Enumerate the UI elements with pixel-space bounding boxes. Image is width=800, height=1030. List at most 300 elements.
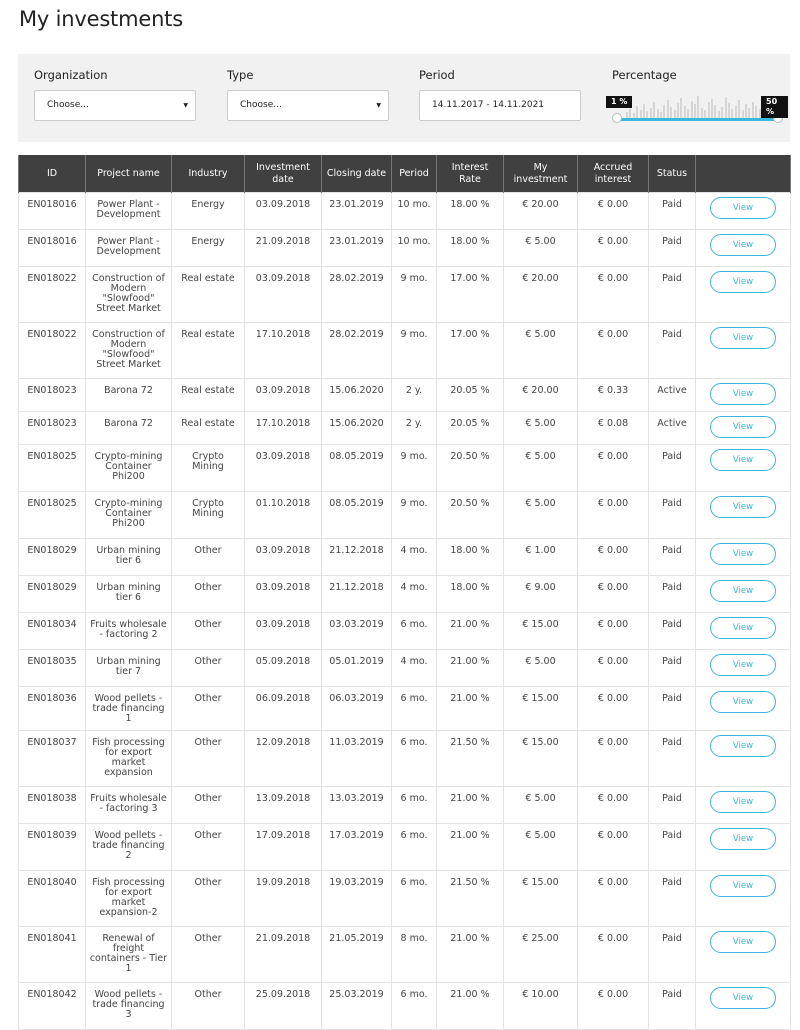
table-cell: € 0.00 xyxy=(578,983,649,1030)
table-cell: € 0.33 xyxy=(578,379,649,412)
histogram-bar xyxy=(694,104,696,118)
table-cell-action xyxy=(696,983,791,1030)
type-filter xyxy=(227,68,389,121)
period-input-value: 14.11.2017 - 14.11.2021 xyxy=(432,100,545,110)
table-row xyxy=(19,927,791,983)
table-cell: 21.00 % xyxy=(437,983,504,1030)
percentage-label: Percentage xyxy=(612,68,677,82)
table-cell: 21.12.2018 xyxy=(322,576,392,613)
table-cell: 21.00 % xyxy=(437,787,504,824)
table-cell: Real estate xyxy=(172,323,245,379)
table-cell-action xyxy=(696,613,791,650)
organization-label: Organization xyxy=(34,68,108,82)
histogram-bar xyxy=(663,105,665,118)
table-cell: 4 mo. xyxy=(392,539,437,576)
table-cell: EN018036 xyxy=(19,687,86,731)
table-row xyxy=(19,824,791,871)
table-cell: EN018016 xyxy=(19,193,86,230)
view-button[interactable]: View xyxy=(710,197,776,219)
histogram-bar xyxy=(667,100,669,118)
table-row xyxy=(19,412,791,445)
table-cell: € 5.00 xyxy=(504,787,578,824)
table-cell: 03.09.2018 xyxy=(245,445,322,492)
table-cell: 21.09.2018 xyxy=(245,230,322,267)
view-button[interactable]: View xyxy=(710,327,776,349)
view-button[interactable]: View xyxy=(710,691,776,713)
table-cell: 13.03.2019 xyxy=(322,787,392,824)
view-button[interactable]: View xyxy=(710,543,776,565)
view-button[interactable]: View xyxy=(710,496,776,518)
table-cell: Other xyxy=(172,787,245,824)
table-cell-action xyxy=(696,687,791,731)
table-cell-action xyxy=(696,871,791,927)
histogram-bar xyxy=(643,104,645,118)
table-cell: 10 mo. xyxy=(392,230,437,267)
table-cell: Paid xyxy=(649,731,696,787)
table-row xyxy=(19,379,791,412)
histogram-bar xyxy=(646,111,648,118)
column-header: My investment xyxy=(504,155,578,193)
table-cell: 23.01.2019 xyxy=(322,230,392,267)
table-cell: Other xyxy=(172,613,245,650)
table-cell-action xyxy=(696,731,791,787)
table-cell: EN018038 xyxy=(19,787,86,824)
table-cell: Other xyxy=(172,824,245,871)
table-cell: 6 mo. xyxy=(392,731,437,787)
caret-down-icon: ▼ xyxy=(183,102,188,109)
table-row xyxy=(19,613,791,650)
table-cell: € 5.00 xyxy=(504,323,578,379)
table-cell: Paid xyxy=(649,650,696,687)
table-cell: € 0.00 xyxy=(578,871,649,927)
histogram-bar xyxy=(731,109,733,118)
histogram-bar xyxy=(650,108,652,118)
column-header: Accrued interest xyxy=(578,155,649,193)
histogram-bar xyxy=(748,108,750,118)
table-cell: € 5.00 xyxy=(504,445,578,492)
column-header: Investment date xyxy=(245,155,322,193)
table-cell: 21.00 % xyxy=(437,687,504,731)
table-cell: 03.09.2018 xyxy=(245,613,322,650)
table-cell: Power Plant - Development xyxy=(86,193,172,230)
column-header: Interest Rate xyxy=(437,155,504,193)
view-button[interactable]: View xyxy=(710,449,776,471)
table-cell: Paid xyxy=(649,539,696,576)
table-cell: 11.03.2019 xyxy=(322,731,392,787)
table-row xyxy=(19,731,791,787)
period-input[interactable] xyxy=(419,90,581,121)
view-button[interactable]: View xyxy=(710,931,776,953)
table-cell: 15.06.2020 xyxy=(322,412,392,445)
table-cell: € 0.00 xyxy=(578,824,649,871)
column-header xyxy=(696,155,791,193)
table-cell-action xyxy=(696,787,791,824)
table-cell: 21.00 % xyxy=(437,613,504,650)
table-cell: EN018029 xyxy=(19,539,86,576)
histogram-bar xyxy=(738,100,740,118)
type-label: Type xyxy=(227,68,254,82)
table-cell-action xyxy=(696,492,791,539)
table-cell-action xyxy=(696,650,791,687)
table-cell: € 0.00 xyxy=(578,445,649,492)
table-cell: 21.00 % xyxy=(437,650,504,687)
table-cell: 18.00 % xyxy=(437,230,504,267)
view-button[interactable]: View xyxy=(710,383,776,405)
view-button[interactable]: View xyxy=(710,580,776,602)
table-cell: Real estate xyxy=(172,267,245,323)
table-cell: Urban mining tier 6 xyxy=(86,576,172,613)
table-cell: € 0.00 xyxy=(578,230,649,267)
table-cell: EN018041 xyxy=(19,927,86,983)
table-cell-action xyxy=(696,445,791,492)
table-cell: 06.03.2019 xyxy=(322,687,392,731)
table-cell: Wood pellets - trade financing 2 xyxy=(86,824,172,871)
table-cell: 6 mo. xyxy=(392,687,437,731)
table-cell: € 25.00 xyxy=(504,927,578,983)
table-cell: 05.09.2018 xyxy=(245,650,322,687)
table-row xyxy=(19,787,791,824)
table-cell: 17.09.2018 xyxy=(245,824,322,871)
table-row xyxy=(19,323,791,379)
table-cell: 8 mo. xyxy=(392,927,437,983)
table-cell-action xyxy=(696,323,791,379)
view-button[interactable]: View xyxy=(710,234,776,256)
table-cell: Paid xyxy=(649,267,696,323)
table-cell: 21.50 % xyxy=(437,731,504,787)
column-header: Closing date xyxy=(322,155,392,193)
table-cell: Fruits wholesale - factoring 2 xyxy=(86,613,172,650)
table-cell: EN018039 xyxy=(19,824,86,871)
period-label: Period xyxy=(419,68,455,82)
table-cell: 18.00 % xyxy=(437,539,504,576)
histogram-bar xyxy=(752,102,754,118)
table-cell: € 0.00 xyxy=(578,193,649,230)
table-cell: 25.03.2019 xyxy=(322,983,392,1030)
table-cell: Paid xyxy=(649,983,696,1030)
table-cell: € 0.00 xyxy=(578,267,649,323)
table-cell: Active xyxy=(649,412,696,445)
table-cell-action xyxy=(696,230,791,267)
histogram-bar xyxy=(697,96,699,118)
table-row xyxy=(19,687,791,731)
table-cell: € 15.00 xyxy=(504,613,578,650)
table-cell: 17.10.2018 xyxy=(245,412,322,445)
table-cell: Construction of Modern "Slowfood" Street Market xyxy=(86,267,172,323)
page-title: My investments xyxy=(19,7,183,31)
table-cell: Paid xyxy=(649,230,696,267)
table-cell: Paid xyxy=(649,492,696,539)
organization-select-value: Choose... xyxy=(47,100,89,110)
column-header: Status xyxy=(649,155,696,193)
table-cell: Paid xyxy=(649,445,696,492)
table-cell: 20.50 % xyxy=(437,492,504,539)
table-cell: Barona 72 xyxy=(86,412,172,445)
type-select[interactable] xyxy=(227,90,389,121)
table-cell-action xyxy=(696,927,791,983)
table-row xyxy=(19,193,791,230)
table-cell: 17.00 % xyxy=(437,323,504,379)
table-cell: € 20.00 xyxy=(504,193,578,230)
table-cell: Construction of Modern "Slowfood" Street Market xyxy=(86,323,172,379)
table-cell: 18.00 % xyxy=(437,576,504,613)
view-button[interactable]: View xyxy=(710,416,776,438)
table-cell: 03.09.2018 xyxy=(245,267,322,323)
percentage-filter xyxy=(612,68,788,128)
table-cell: 9 mo. xyxy=(392,445,437,492)
view-button[interactable]: View xyxy=(710,987,776,1009)
table-cell: Other xyxy=(172,871,245,927)
table-cell: Paid xyxy=(649,613,696,650)
table-cell: 2 y. xyxy=(392,412,437,445)
table-cell: Paid xyxy=(649,576,696,613)
table-cell: Other xyxy=(172,650,245,687)
type-select-value: Choose... xyxy=(240,100,282,110)
histogram-bar xyxy=(680,98,682,118)
histogram-bar xyxy=(684,106,686,118)
table-cell-action xyxy=(696,539,791,576)
histogram-bar xyxy=(735,106,737,118)
column-header: Project name xyxy=(86,155,172,193)
table-cell: Paid xyxy=(649,824,696,871)
table-cell: 6 mo. xyxy=(392,787,437,824)
table-cell: 21.09.2018 xyxy=(245,927,322,983)
table-row xyxy=(19,230,791,267)
table-cell-action xyxy=(696,824,791,871)
table-cell: 21.05.2019 xyxy=(322,927,392,983)
table-cell: 21.12.2018 xyxy=(322,539,392,576)
table-cell: € 5.00 xyxy=(504,650,578,687)
table-cell: EN018016 xyxy=(19,230,86,267)
table-cell: 25.09.2018 xyxy=(245,983,322,1030)
table-cell: 01.10.2018 xyxy=(245,492,322,539)
view-button[interactable]: View xyxy=(710,828,776,850)
column-header: ID xyxy=(19,155,86,193)
histogram-bar xyxy=(640,110,642,118)
table-cell: 03.03.2019 xyxy=(322,613,392,650)
table-cell: 28.02.2019 xyxy=(322,323,392,379)
table-cell: 06.09.2018 xyxy=(245,687,322,731)
table-cell: Active xyxy=(649,379,696,412)
table-cell: € 0.00 xyxy=(578,927,649,983)
table-cell: 03.09.2018 xyxy=(245,539,322,576)
table-cell: 03.09.2018 xyxy=(245,379,322,412)
table-cell: € 0.00 xyxy=(578,492,649,539)
caret-down-icon: ▼ xyxy=(376,102,381,109)
table-cell: 05.01.2019 xyxy=(322,650,392,687)
table-cell-action xyxy=(696,576,791,613)
table-cell: EN018040 xyxy=(19,871,86,927)
table-cell: € 0.00 xyxy=(578,687,649,731)
histogram-bar xyxy=(653,102,655,118)
view-button[interactable]: View xyxy=(710,271,776,293)
percentage-min-handle[interactable] xyxy=(612,113,622,123)
view-button[interactable]: View xyxy=(710,735,776,757)
histogram-bar xyxy=(701,108,703,118)
histogram-bar xyxy=(687,109,689,118)
view-button[interactable]: View xyxy=(710,875,776,897)
table-cell: € 5.00 xyxy=(504,412,578,445)
table-cell: 21.00 % xyxy=(437,927,504,983)
table-cell: € 15.00 xyxy=(504,687,578,731)
table-cell: Wood pellets - trade financing 3 xyxy=(86,983,172,1030)
table-cell: Other xyxy=(172,983,245,1030)
table-row xyxy=(19,650,791,687)
histogram-bar xyxy=(745,104,747,118)
histogram-bar xyxy=(691,101,693,118)
table-cell: 4 mo. xyxy=(392,576,437,613)
table-cell: Fish processing for export market expansion xyxy=(86,731,172,787)
table-cell: 08.05.2019 xyxy=(322,492,392,539)
table-cell: Paid xyxy=(649,787,696,824)
table-cell: 13.09.2018 xyxy=(245,787,322,824)
histogram-bar xyxy=(657,109,659,118)
table-row xyxy=(19,539,791,576)
table-cell: 4 mo. xyxy=(392,650,437,687)
table-cell: Other xyxy=(172,731,245,787)
table-cell: Paid xyxy=(649,323,696,379)
table-cell: EN018025 xyxy=(19,492,86,539)
table-cell: € 1.00 xyxy=(504,539,578,576)
table-cell: Fruits wholesale - factoring 3 xyxy=(86,787,172,824)
view-button[interactable]: View xyxy=(710,617,776,639)
view-button[interactable]: View xyxy=(710,791,776,813)
table-cell: 17.00 % xyxy=(437,267,504,323)
table-cell: Paid xyxy=(649,927,696,983)
table-cell: 03.09.2018 xyxy=(245,576,322,613)
table-cell: 9 mo. xyxy=(392,267,437,323)
table-cell: 6 mo. xyxy=(392,871,437,927)
table-cell: 20.50 % xyxy=(437,445,504,492)
table-cell: 28.02.2019 xyxy=(322,267,392,323)
table-cell: 21.00 % xyxy=(437,824,504,871)
histogram-bar xyxy=(742,110,744,118)
table-cell: 20.05 % xyxy=(437,412,504,445)
histogram-bar xyxy=(718,111,720,118)
table-cell: EN018035 xyxy=(19,650,86,687)
table-cell: Paid xyxy=(649,193,696,230)
table-cell: 12.09.2018 xyxy=(245,731,322,787)
histogram-bar xyxy=(725,97,727,118)
percentage-max-tooltip: 50 % xyxy=(761,96,788,118)
table-cell: Crypto Mining xyxy=(172,445,245,492)
table-cell: € 0.00 xyxy=(578,539,649,576)
organization-filter xyxy=(34,68,196,121)
table-cell: € 0.00 xyxy=(578,731,649,787)
histogram-bar xyxy=(674,110,676,118)
table-cell: Real estate xyxy=(172,412,245,445)
table-cell: 08.05.2019 xyxy=(322,445,392,492)
table-cell: Barona 72 xyxy=(86,379,172,412)
table-cell: 03.09.2018 xyxy=(245,193,322,230)
filter-panel xyxy=(18,54,790,142)
table-cell: € 5.00 xyxy=(504,230,578,267)
table-cell: 19.03.2019 xyxy=(322,871,392,927)
table-row xyxy=(19,871,791,927)
table-cell: EN018022 xyxy=(19,267,86,323)
table-cell-action xyxy=(696,379,791,412)
column-header: Period xyxy=(392,155,437,193)
table-cell: € 0.00 xyxy=(578,650,649,687)
table-cell: 21.50 % xyxy=(437,871,504,927)
table-cell: Other xyxy=(172,576,245,613)
percentage-min-tooltip: 1 % xyxy=(606,96,632,108)
table-cell-action xyxy=(696,267,791,323)
table-cell: 19.09.2018 xyxy=(245,871,322,927)
table-cell: Urban mining tier 6 xyxy=(86,539,172,576)
table-cell: EN018042 xyxy=(19,983,86,1030)
table-cell: € 0.00 xyxy=(578,323,649,379)
table-cell: 15.06.2020 xyxy=(322,379,392,412)
table-cell: Energy xyxy=(172,193,245,230)
period-filter xyxy=(419,68,581,121)
column-header: Industry xyxy=(172,155,245,193)
table-cell: Power Plant - Development xyxy=(86,230,172,267)
table-cell: € 20.00 xyxy=(504,379,578,412)
table-cell: Crypto Mining xyxy=(172,492,245,539)
table-cell: Other xyxy=(172,687,245,731)
table-cell: € 5.00 xyxy=(504,492,578,539)
histogram-bar xyxy=(636,106,638,118)
table-cell: 9 mo. xyxy=(392,323,437,379)
percentage-range-track xyxy=(617,118,777,121)
histogram-bar xyxy=(721,107,723,118)
table-cell: Energy xyxy=(172,230,245,267)
histogram-bar xyxy=(714,105,716,118)
table-cell: € 20.00 xyxy=(504,267,578,323)
table-cell: € 0.00 xyxy=(578,576,649,613)
histogram-bar xyxy=(728,103,730,118)
table-cell: 2 y. xyxy=(392,379,437,412)
investments-table xyxy=(18,155,791,1030)
table-cell: € 15.00 xyxy=(504,871,578,927)
table-cell: Renewal of freight containers - Tier 1 xyxy=(86,927,172,983)
histogram-bar xyxy=(711,99,713,118)
table-cell: Real estate xyxy=(172,379,245,412)
organization-select[interactable] xyxy=(34,90,196,121)
table-cell: EN018037 xyxy=(19,731,86,787)
table-cell: Crypto-mining Container Phi200 xyxy=(86,445,172,492)
histogram-bar xyxy=(629,109,631,118)
table-row xyxy=(19,445,791,492)
table-cell: 10 mo. xyxy=(392,193,437,230)
view-button[interactable]: View xyxy=(710,654,776,676)
table-cell: € 0.00 xyxy=(578,787,649,824)
table-row xyxy=(19,267,791,323)
table-cell: € 0.00 xyxy=(578,613,649,650)
table-cell: 23.01.2019 xyxy=(322,193,392,230)
table-cell: 6 mo. xyxy=(392,983,437,1030)
table-cell: 17.03.2019 xyxy=(322,824,392,871)
table-cell: € 15.00 xyxy=(504,731,578,787)
table-cell: 17.10.2018 xyxy=(245,323,322,379)
table-cell: Urban mining tier 7 xyxy=(86,650,172,687)
table-cell: 20.05 % xyxy=(437,379,504,412)
table-cell: EN018034 xyxy=(19,613,86,650)
table-cell: EN018022 xyxy=(19,323,86,379)
table-cell: Other xyxy=(172,539,245,576)
table-cell: Paid xyxy=(649,871,696,927)
table-cell: 18.00 % xyxy=(437,193,504,230)
table-cell: € 10.00 xyxy=(504,983,578,1030)
histogram-bar xyxy=(755,106,757,118)
table-cell: EN018023 xyxy=(19,379,86,412)
table-row xyxy=(19,576,791,613)
table-cell-action xyxy=(696,412,791,445)
table-cell: € 0.08 xyxy=(578,412,649,445)
histogram-bar xyxy=(708,102,710,118)
histogram-bar xyxy=(677,103,679,118)
table-cell: EN018029 xyxy=(19,576,86,613)
